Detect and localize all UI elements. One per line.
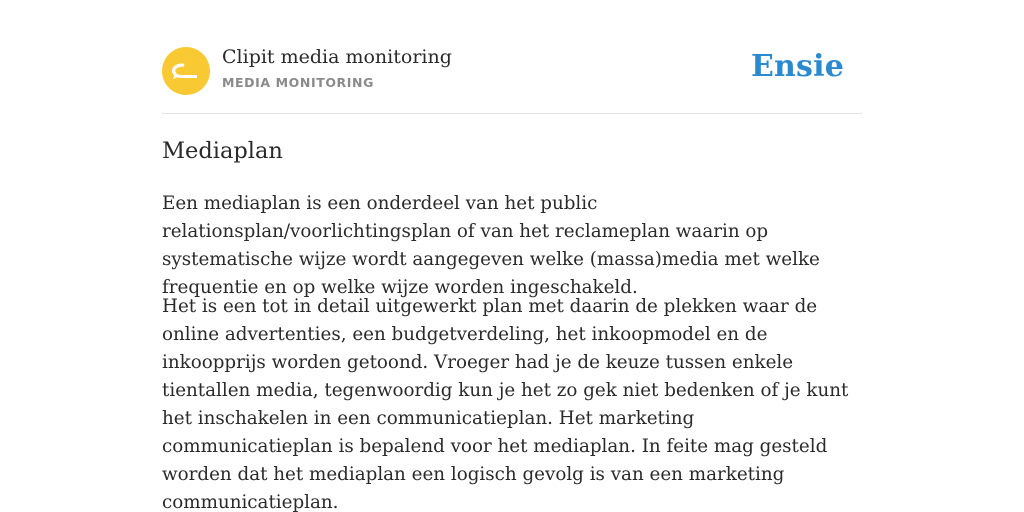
- source-category: MEDIA MONITORING: [222, 75, 374, 90]
- brand-logo[interactable]: Ensie: [750, 49, 844, 84]
- article-paragraph: Het is een tot in detail uitgewerkt plan met daarin de plekken waar de online advertenties, een budgetverdeling, het inkoopmodel en de inkoopprijs worden getoond. Vroeger had je de keuze tussen enkele tientallen media, tegenwoordig kun je het zo gek niet bedenken of je kunt het inschakelen in een communicatieplan. Het marketing communicatieplan is bepalend voor het mediaplan. In feite mag gesteld worden dat het mediaplan een logisch gevolg is van een marketing communicatieplan.: [162, 296, 849, 512]
- source-name[interactable]: Clipit media monitoring: [222, 46, 452, 68]
- content: [162, 0, 862, 512]
- header: [162, 0, 862, 114]
- article-paragraph: Een mediaplan is een onderdeel van het public relationsplan/voorlichtingsplan of van het reclameplan waarin op systematische wijze wordt aangegeven welke (massa)media met welke frequentie en op welke wijze worden ingeschakeld.: [162, 193, 820, 298]
- article-title: Mediaplan: [162, 138, 283, 164]
- speech-bubble-icon: [162, 47, 210, 95]
- source-logo[interactable]: [162, 47, 210, 95]
